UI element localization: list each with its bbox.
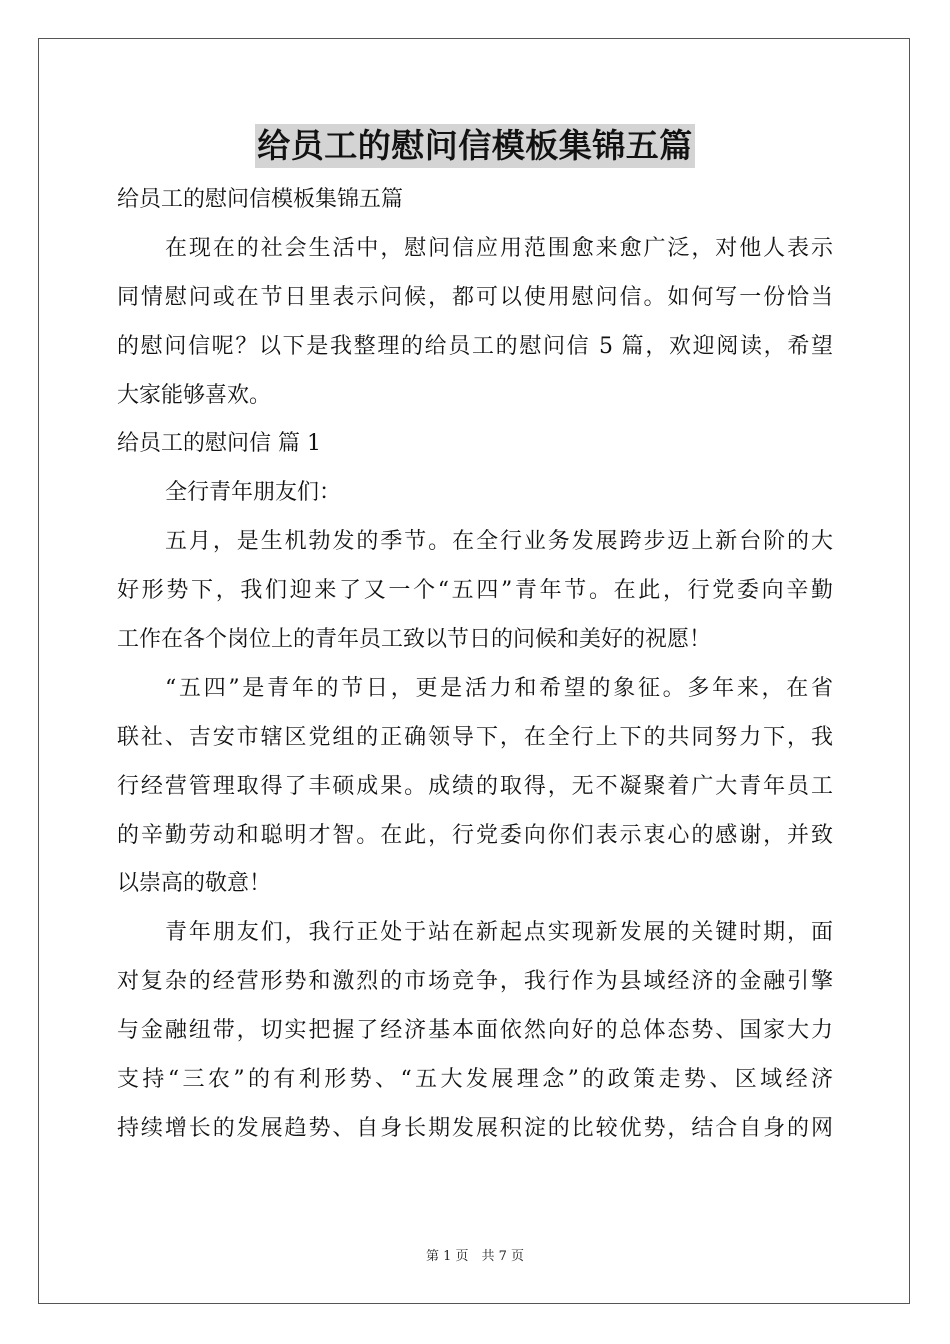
paragraph-line: 以崇高的敬意！ — [117, 871, 272, 897]
paragraph-line: “五四”是青年的节日，更是活力和希望的象征。多年来，在省 — [165, 675, 833, 701]
document-body — [117, 176, 833, 1154]
section-heading: 给员工的慰问信 篇 1 — [117, 431, 321, 457]
paragraph-line: 联社、吉安市辖区党组的正确领导下，在全行上下的共同努力下，我 — [117, 724, 833, 750]
paragraph-line: 行经营管理取得了丰硕成果。成绩的取得，无不凝聚着广大青年员工 — [117, 773, 833, 799]
paragraph-line: 工作在各个岗位上的青年员工致以节日的问候和美好的祝愿！ — [117, 627, 712, 653]
paragraph-line: 支持“三农”的有利形势、“五大发展理念”的政策走势、区域经济 — [117, 1067, 833, 1093]
paragraph-line: 青年朋友们，我行正处于站在新起点实现新发展的关键时期，面 — [165, 920, 833, 946]
paragraph-line: 的慰问信呢？以下是我整理的给员工的慰问信 5 篇，欢迎阅读，希望 — [117, 333, 833, 359]
document-title: 给员工的慰问信模板集锦五篇 — [255, 124, 695, 168]
paragraph-line: 在现在的社会生活中，慰问信应用范围愈来愈广泛，对他人表示 — [165, 235, 833, 261]
paragraph-line: 对复杂的经营形势和激烈的市场竞争，我行作为县域经济的金融引擎 — [117, 969, 833, 995]
title-container — [0, 124, 950, 168]
subtitle-line: 给员工的慰问信模板集锦五篇 — [117, 187, 404, 212]
paragraph-line: 同情慰问或在节日里表示问候，都可以使用慰问信。如何写一份恰当 — [117, 284, 833, 310]
paragraph-line: 五月，是生机勃发的季节。在全行业务发展跨步迈上新台阶的大 — [165, 529, 833, 555]
paragraph-line: 好形势下，我们迎来了又一个“五四”青年节。在此，行党委向辛勤 — [117, 578, 833, 604]
salutation-line: 全行青年朋友们： — [165, 480, 342, 506]
paragraph-line: 与金融纽带，切实把握了经济基本面依然向好的总体态势、国家大力 — [117, 1018, 833, 1044]
paragraph-line: 大家能够喜欢。 — [117, 382, 272, 408]
paragraph-line: 的辛勤劳动和聪明才智。在此，行党委向你们表示衷心的感谢，并致 — [117, 822, 833, 848]
paragraph-line: 持续增长的发展趋势、自身长期发展积淀的比较优势，结合自身的网 — [117, 1115, 833, 1141]
page-number-footer: 第 1 页 共 7 页 — [425, 1249, 525, 1264]
